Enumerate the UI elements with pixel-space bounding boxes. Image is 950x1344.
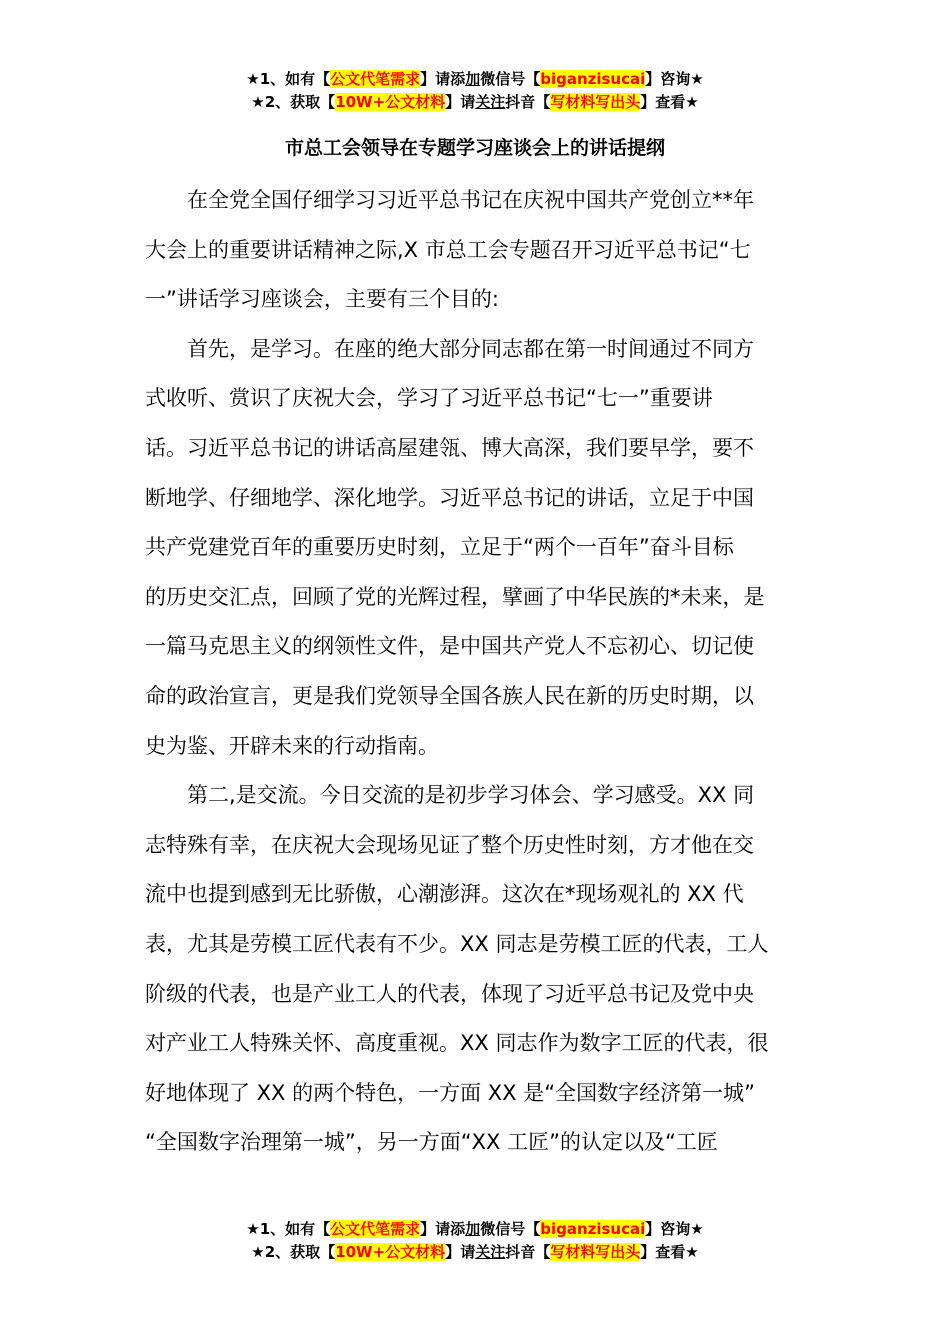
promo-highlight: 10W+公文材料 <box>335 1243 446 1261</box>
promo-line-1: ★1、如有【公文代笔需求】请添加微信号【biganzisucai】咨询★ <box>246 70 704 88</box>
document-title: 市总工会领导在专题学习座谈会上的讲话提纲 <box>284 137 665 159</box>
body-line: 在全党全国仔细学习习近平总书记在庆祝中国共产党创立**年 <box>187 188 754 212</box>
promo-line-2: ★2、获取【10W+公文材料】请关注抖音【写材料写出头】查看★ <box>251 1243 699 1261</box>
body-line: “全国数字治理第一城”，另一方面“XX 工匠”的认定以及“工匠 <box>145 1130 718 1155</box>
body-line: 表，尤其是劳模工匠代表有不少。XX 同志是劳模工匠的代表，工人 <box>145 931 769 956</box>
body-line: 一篇马克思主义的纲领性文件，是中国共产党人不忘初心、切记使 <box>145 634 754 659</box>
promo-wechat-id: biganzisucai <box>540 70 646 88</box>
body-line: 流中也提到感到无比骄傲，心潮澎湃。这次在*现场观礼的 XX 代 <box>145 882 744 907</box>
body-line: 大会上的重要讲话精神之际,X 市总工会专题召开习近平总书记“七 <box>145 237 751 262</box>
promo-douyin-id: 写材料写出头 <box>550 93 641 111</box>
body-line: 断地学、仔细地学、深化地学。习近平总书记的讲话，立足于中国 <box>145 485 754 510</box>
body-line: 史为鉴、开辟未来的行动指南。 <box>145 733 439 758</box>
footer-promo <box>0 1218 950 1264</box>
body-line: 共产党建党百年的重要历史时刻，立足于“两个一百年”奋斗目标 <box>145 535 734 560</box>
body-line: 首先，是学习。在座的绝大部分同志都在第一时间通过不同方 <box>187 336 754 361</box>
body-line: 第二,是交流。今日交流的是初步学习体会、学习感受。XX 同 <box>187 783 755 808</box>
body-line: 好地体现了 XX 的两个特色，一方面 XX 是“全国数字经济第一城” <box>145 1080 756 1105</box>
promo-line-2: ★2、获取【10W+公文材料】请关注抖音【写材料写出头】查看★ <box>251 93 699 111</box>
body-line: 阶级的代表，也是产业工人的代表，体现了习近平总书记及党中央 <box>145 981 754 1006</box>
promo-wechat-id: biganzisucai <box>540 1220 646 1238</box>
body-line: 一”讲话学习座谈会，主要有三个目的: <box>145 287 499 312</box>
body-line: 的历史交汇点，回顾了党的光辉过程，擘画了中华民族的*未来，是 <box>145 584 765 609</box>
body-line: 话。习近平总书记的讲话高屋建瓴、博大高深，我们要早学，要不 <box>145 435 754 460</box>
document-body <box>145 176 805 1168</box>
promo-highlight: 公文代笔需求 <box>330 1220 421 1238</box>
promo-douyin-id: 写材料写出头 <box>550 1243 641 1261</box>
promo-highlight: 公文代笔需求 <box>330 70 421 88</box>
body-line: 对产业工人特殊关怀、高度重视。XX 同志作为数字工匠的代表，很 <box>145 1031 769 1056</box>
body-line: 式收听、赏识了庆祝大会，学习了习近平总书记“七一”重要讲 <box>145 386 713 411</box>
header-promo <box>0 68 950 114</box>
promo-line-1: ★1、如有【公文代笔需求】请添加微信号【biganzisucai】咨询★ <box>246 1220 704 1238</box>
body-line: 命的政治宣言，更是我们党领导全国各族人民在新的历史时期，以 <box>145 683 754 708</box>
promo-highlight: 10W+公文材料 <box>335 93 446 111</box>
body-line: 志特殊有幸，在庆祝大会现场见证了整个历史性时刻，方才他在交 <box>145 832 754 857</box>
